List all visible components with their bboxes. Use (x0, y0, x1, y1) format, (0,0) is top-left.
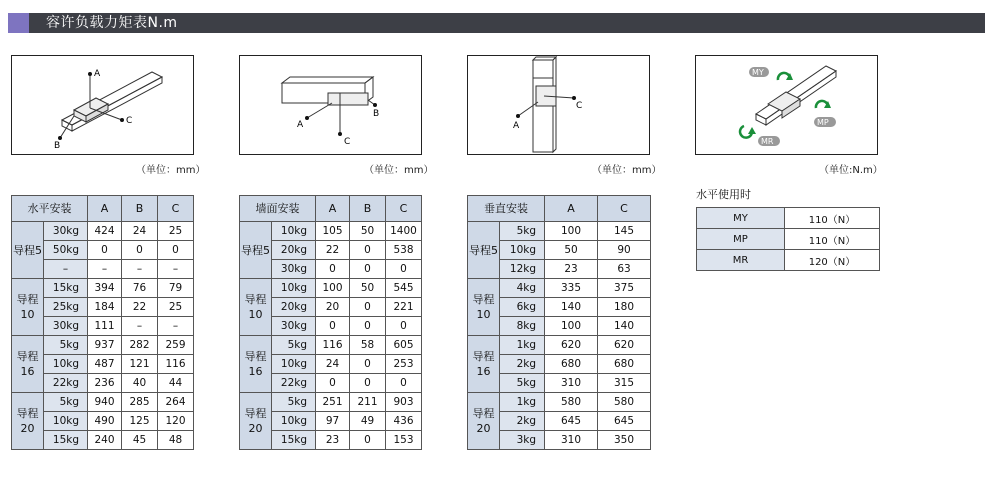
value-cell: 97 (316, 412, 350, 431)
value-cell: 0 (386, 317, 422, 336)
table-row (12, 222, 194, 241)
group-label: 导程10 (12, 279, 44, 336)
value-cell: 100 (316, 279, 350, 298)
table-row (240, 279, 422, 298)
load-cell: 22kg (272, 374, 316, 393)
value-cell: 211 (350, 393, 386, 412)
value-cell: 0 (386, 260, 422, 279)
load-cell: 1kg (500, 393, 545, 412)
section-header (8, 13, 985, 33)
unit-label-1: （单位：mm） (136, 165, 206, 176)
header-accent (8, 13, 29, 33)
label-my: MY (752, 68, 764, 77)
load-cell: 5kg (44, 336, 88, 355)
label-a: A (513, 121, 520, 131)
value-cell: 605 (386, 336, 422, 355)
value-cell: 0 (158, 241, 194, 260)
value-cell: 25 (158, 222, 194, 241)
value-cell: 40 (122, 374, 158, 393)
value-cell: 111 (88, 317, 122, 336)
group-label: 导程10 (468, 279, 500, 336)
unit-label-2: （单位：mm） (364, 165, 434, 176)
page-title: 容许负载力矩表N.m (46, 15, 178, 31)
value-cell: 937 (88, 336, 122, 355)
group-label: 导程16 (240, 336, 272, 393)
value-cell: 580 (598, 393, 651, 412)
table-title: 垂直安装 (468, 196, 545, 222)
value-cell: 1400 (386, 222, 422, 241)
value-cell: 90 (598, 241, 651, 260)
value-cell: 23 (316, 431, 350, 450)
value-cell: 0 (350, 374, 386, 393)
value-cell: 116 (158, 355, 194, 374)
value-cell: 424 (88, 222, 122, 241)
value-cell: 620 (545, 336, 598, 355)
table-title: 水平安装 (12, 196, 88, 222)
load-cell: 15kg (44, 279, 88, 298)
label-b: B (54, 141, 61, 151)
table-title: 墙面安装 (240, 196, 316, 222)
col-c: C (158, 196, 194, 222)
value-cell: – (88, 260, 122, 279)
load-cell: 30kg (272, 317, 316, 336)
value-cell: 315 (598, 374, 651, 393)
value-cell: 645 (598, 412, 651, 431)
value-cell: 490 (88, 412, 122, 431)
diagram-wall (239, 55, 422, 155)
col-b: B (350, 196, 386, 222)
group-label: 导程20 (240, 393, 272, 450)
diagram-horizontal (11, 55, 194, 155)
table-row (468, 393, 651, 412)
load-cell: 10kg (272, 279, 316, 298)
value-cell: 140 (545, 298, 598, 317)
value-cell: 580 (545, 393, 598, 412)
label-c: C (126, 116, 133, 126)
label-c: C (344, 137, 351, 147)
load-cell: 2kg (500, 412, 545, 431)
col-a: A (316, 196, 350, 222)
load-cell: 10kg (272, 412, 316, 431)
unit-label-3: （单位：mm） (592, 165, 662, 176)
load-cell: 2kg (500, 355, 545, 374)
value-cell: 50 (350, 279, 386, 298)
value-cell: 545 (386, 279, 422, 298)
value-cell: 0 (350, 317, 386, 336)
load-cell: 5kg (44, 393, 88, 412)
group-label: 导程10 (240, 279, 272, 336)
value-cell: 140 (598, 317, 651, 336)
value-cell: 0 (122, 241, 158, 260)
load-cell: 20kg (272, 298, 316, 317)
value-cell: 25 (158, 298, 194, 317)
value-cell: 645 (545, 412, 598, 431)
moment-table (696, 207, 880, 271)
value-cell: 0 (350, 431, 386, 450)
load-cell: 5kg (500, 374, 545, 393)
moment-title: 水平使用时 (696, 188, 751, 201)
load-cell: 30kg (44, 317, 88, 336)
label-a: A (94, 69, 101, 79)
value-cell: 48 (158, 431, 194, 450)
value-cell: – (158, 317, 194, 336)
value-cell: 79 (158, 279, 194, 298)
value-cell: 620 (598, 336, 651, 355)
value-cell: 100 (545, 222, 598, 241)
load-cell: 5kg (500, 222, 545, 241)
load-cell: 50kg (44, 241, 88, 260)
table-horizontal (11, 195, 194, 450)
value-cell: 680 (598, 355, 651, 374)
value-cell: 282 (122, 336, 158, 355)
load-cell: 30kg (272, 260, 316, 279)
value-cell: 236 (88, 374, 122, 393)
value-cell: 0 (88, 241, 122, 260)
moment-value: 120（N） (785, 250, 880, 271)
value-cell: – (158, 260, 194, 279)
value-cell: 0 (316, 374, 350, 393)
load-cell: 3kg (500, 431, 545, 450)
value-cell: 350 (598, 431, 651, 450)
value-cell: 63 (598, 260, 651, 279)
table-header-row (468, 196, 651, 222)
load-cell: 1kg (500, 336, 545, 355)
table-row (697, 208, 880, 229)
value-cell: 180 (598, 298, 651, 317)
value-cell: 24 (122, 222, 158, 241)
load-cell: 5kg (272, 336, 316, 355)
load-cell: 10kg (272, 222, 316, 241)
table-vertical (467, 195, 651, 450)
value-cell: 221 (386, 298, 422, 317)
table-header-row (12, 196, 194, 222)
value-cell: 0 (350, 298, 386, 317)
value-cell: 680 (545, 355, 598, 374)
table-header-row (240, 196, 422, 222)
label-a: A (297, 120, 304, 130)
value-cell: – (122, 260, 158, 279)
value-cell: 0 (350, 355, 386, 374)
load-cell: 6kg (500, 298, 545, 317)
col-a: A (545, 196, 598, 222)
table-row (697, 229, 880, 250)
value-cell: 100 (545, 317, 598, 336)
table-row (240, 393, 422, 412)
load-cell: 10kg (500, 241, 545, 260)
load-cell: 5kg (272, 393, 316, 412)
table-wall (239, 195, 422, 450)
col-a: A (88, 196, 122, 222)
value-cell: 0 (350, 241, 386, 260)
diagram-moments (695, 55, 878, 155)
label-c: C (576, 101, 583, 111)
moment-value: 110（N） (785, 208, 880, 229)
table-row (240, 336, 422, 355)
value-cell: 45 (122, 431, 158, 450)
load-cell: 25kg (44, 298, 88, 317)
table-row (468, 336, 651, 355)
value-cell: 310 (545, 431, 598, 450)
label-mp: MP (817, 118, 829, 127)
value-cell: 125 (122, 412, 158, 431)
value-cell: 487 (88, 355, 122, 374)
value-cell: 285 (122, 393, 158, 412)
value-cell: 251 (316, 393, 350, 412)
value-cell: 153 (386, 431, 422, 450)
table-row (12, 279, 194, 298)
value-cell: 940 (88, 393, 122, 412)
value-cell: 58 (350, 336, 386, 355)
table-row (697, 250, 880, 271)
value-cell: 253 (386, 355, 422, 374)
group-label: 导程16 (468, 336, 500, 393)
value-cell: 145 (598, 222, 651, 241)
table-row (12, 393, 194, 412)
value-cell: 264 (158, 393, 194, 412)
value-cell: 121 (122, 355, 158, 374)
load-cell: 30kg (44, 222, 88, 241)
value-cell: 335 (545, 279, 598, 298)
value-cell: 436 (386, 412, 422, 431)
value-cell: 0 (316, 317, 350, 336)
value-cell: 22 (122, 298, 158, 317)
col-b: B (122, 196, 158, 222)
value-cell: 394 (88, 279, 122, 298)
value-cell: 538 (386, 241, 422, 260)
value-cell: 903 (386, 393, 422, 412)
load-cell: – (44, 260, 88, 279)
group-label: 导程5 (12, 222, 44, 279)
moment-value: 110（N） (785, 229, 880, 250)
value-cell: 24 (316, 355, 350, 374)
moment-key: MR (697, 250, 785, 271)
moment-key: MY (697, 208, 785, 229)
value-cell: 240 (88, 431, 122, 450)
load-cell: 4kg (500, 279, 545, 298)
table-row (468, 279, 651, 298)
value-cell: 116 (316, 336, 350, 355)
col-c: C (598, 196, 651, 222)
value-cell: – (122, 317, 158, 336)
value-cell: 50 (545, 241, 598, 260)
group-label: 导程16 (12, 336, 44, 393)
table-row (468, 222, 651, 241)
col-c: C (386, 196, 422, 222)
unit-label-4: （单位:N.m） (819, 165, 883, 176)
value-cell: 23 (545, 260, 598, 279)
moment-key: MP (697, 229, 785, 250)
value-cell: 259 (158, 336, 194, 355)
value-cell: 20 (316, 298, 350, 317)
value-cell: 44 (158, 374, 194, 393)
load-cell: 10kg (272, 355, 316, 374)
load-cell: 12kg (500, 260, 545, 279)
load-cell: 15kg (44, 431, 88, 450)
load-cell: 22kg (44, 374, 88, 393)
value-cell: 50 (350, 222, 386, 241)
load-cell: 10kg (44, 355, 88, 374)
diagram-vertical (467, 55, 650, 155)
table-row (12, 336, 194, 355)
value-cell: 105 (316, 222, 350, 241)
value-cell: 310 (545, 374, 598, 393)
load-cell: 10kg (44, 412, 88, 431)
group-label: 导程20 (12, 393, 44, 450)
group-label: 导程5 (468, 222, 500, 279)
value-cell: 22 (316, 241, 350, 260)
value-cell: 0 (386, 374, 422, 393)
group-label: 导程5 (240, 222, 272, 279)
label-b: B (373, 109, 380, 119)
value-cell: 120 (158, 412, 194, 431)
label-mr: MR (761, 137, 774, 146)
table-row (240, 222, 422, 241)
value-cell: 0 (350, 260, 386, 279)
load-cell: 8kg (500, 317, 545, 336)
load-cell: 20kg (272, 241, 316, 260)
value-cell: 184 (88, 298, 122, 317)
group-label: 导程20 (468, 393, 500, 450)
load-cell: 15kg (272, 431, 316, 450)
value-cell: 0 (316, 260, 350, 279)
value-cell: 375 (598, 279, 651, 298)
value-cell: 76 (122, 279, 158, 298)
value-cell: 49 (350, 412, 386, 431)
